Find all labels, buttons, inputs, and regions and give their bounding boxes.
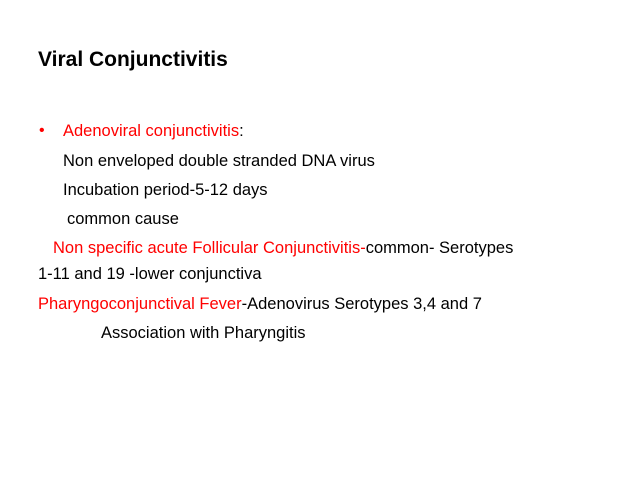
text-line-pharyngitis [101, 323, 306, 343]
text-line-black: common cause [67, 210, 179, 228]
text-line-red: Pharyngoconjunctival Fever [38, 295, 242, 313]
text-line-adenoviral [63, 121, 244, 141]
text-line-red: Adenoviral conjunctivitis [63, 122, 240, 140]
text-line-red: Non specific acute Follicular Conjunctivitis- [53, 239, 366, 257]
text-line-incubation [63, 180, 268, 200]
text-line-follicular [53, 238, 513, 258]
slide-title: Viral Conjunctivitis [38, 48, 228, 71]
text-line-black: : [239, 122, 244, 140]
text-line-serotypes [38, 264, 262, 284]
bullet-icon: • [39, 122, 45, 139]
text-line-black: Non enveloped double stranded DNA virus [63, 152, 375, 170]
text-line-black: Incubation period-5-12 days [63, 181, 268, 199]
text-line-black: 1-11 and 19 -lower conjunctiva [38, 265, 262, 283]
text-line-black: Association with Pharyngitis [101, 324, 306, 342]
text-line-pharyngoconjunctival [38, 294, 482, 314]
text-line-black: -Adenovirus Serotypes 3,4 and 7 [241, 295, 482, 313]
text-line-virus-type [63, 151, 375, 171]
text-line-black: common- Serotypes [365, 239, 514, 257]
text-line-common-cause [67, 209, 179, 229]
